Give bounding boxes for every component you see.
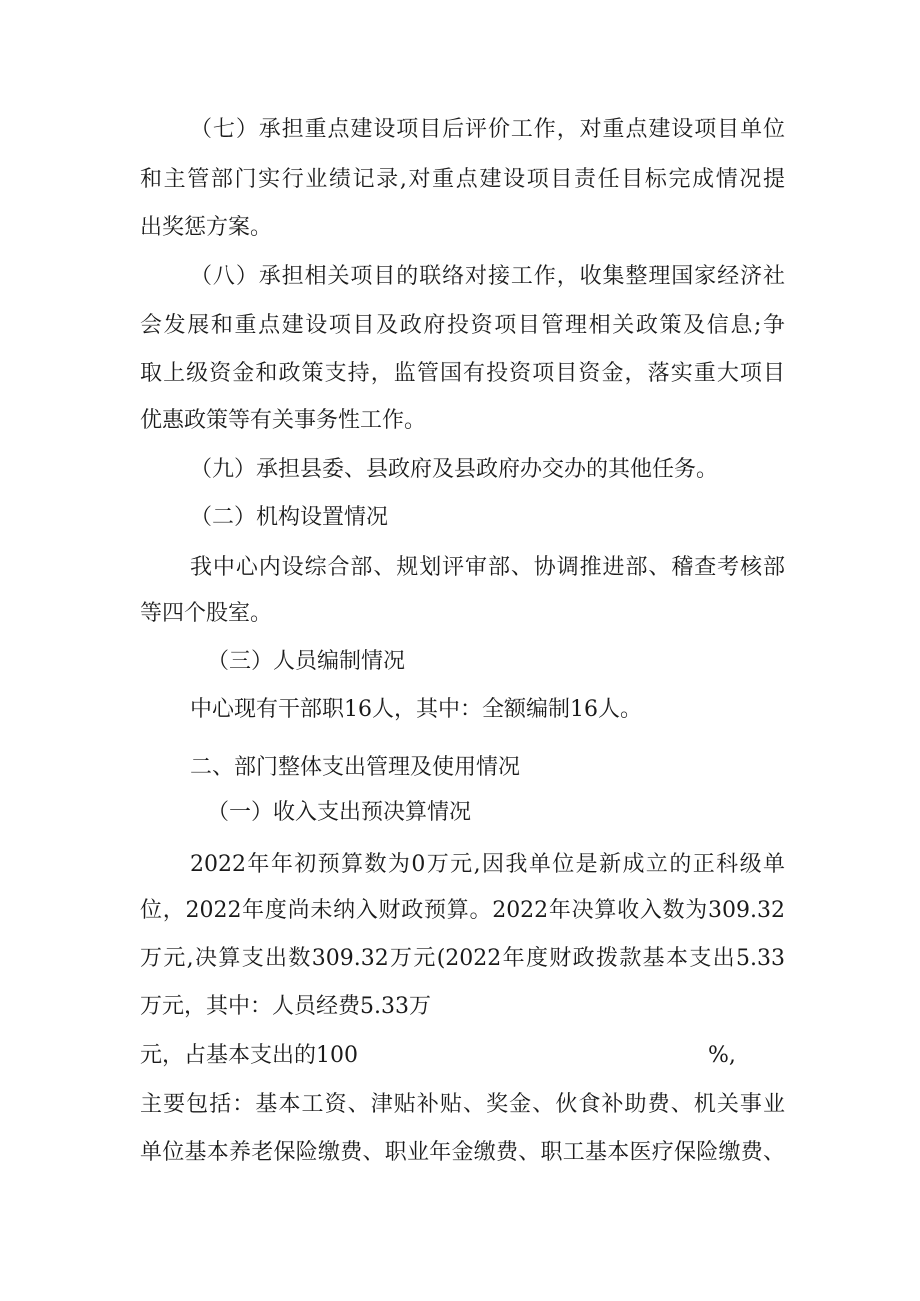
section-heading-budget: （一）收入支出预决算情况 <box>207 800 472 825</box>
section-heading-org: （二）机构设置情况 <box>190 505 389 530</box>
para-8-line-4: 优惠政策等有关事务性工作。 <box>140 408 427 433</box>
para-7-line-2: 和主管部门实行业绩记录,对重点建设项目责任目标完成情况提 <box>140 167 785 192</box>
budget-para-line-1: 2022年年初预算数为0万元,因我单位是新成立的正科级单 <box>190 852 785 877</box>
org-para-line-1: 我中心内设综合部、规划评审部、协调推进部、稽查考核部 <box>190 555 785 580</box>
percent-sign-text: %, <box>708 1043 736 1068</box>
budget-para-line-6: 主要包括：基本工资、津贴补贴、奖金、伙食补助费、机关事业 <box>140 1092 785 1117</box>
chapter-heading-2: 二、部门整体支出管理及使用情况 <box>190 755 521 780</box>
para-8-line-1: （八）承担相关项目的联络对接工作，收集整理国家经济社 <box>190 264 785 289</box>
section-heading-staff: （三）人员编制情况 <box>207 649 406 674</box>
para-7-line-1: （七）承担重点建设项目后评价工作，对重点建设项目单位 <box>190 117 785 142</box>
para-9-line-1: （九）承担县委、县政府及县政府办交办的其他任务。 <box>190 457 719 482</box>
budget-para-line-7: 单位基本养老保险缴费、职业年金缴费、职工基本医疗保险缴费、 <box>140 1140 785 1165</box>
para-7-line-3: 出奖惩方案。 <box>140 215 273 240</box>
org-para-line-2: 等四个股室。 <box>140 601 273 626</box>
basic-expense-share-text: 元，占基本支出的100 <box>140 1043 358 1068</box>
budget-para-line-2: 位，2022年度尚未纳入财政预算。2022年决算收入数为309.32 <box>140 898 785 923</box>
staff-para-line-1: 中心现有干部职16人，其中：全额编制16人。 <box>190 697 642 722</box>
budget-para-line-4: 万元，其中：人员经费5.33万 <box>140 994 431 1019</box>
budget-para-line-3: 万元,决算支出数309.32万元(2022年度财政拨款基本支出5.33 <box>140 946 785 971</box>
para-8-line-3: 取上级资金和政策支持，监管国有投资项目资金，落实重大项目 <box>140 361 785 386</box>
para-8-line-2: 会发展和重点建设项目及政府投资项目管理相关政策及信息;争 <box>140 313 785 338</box>
